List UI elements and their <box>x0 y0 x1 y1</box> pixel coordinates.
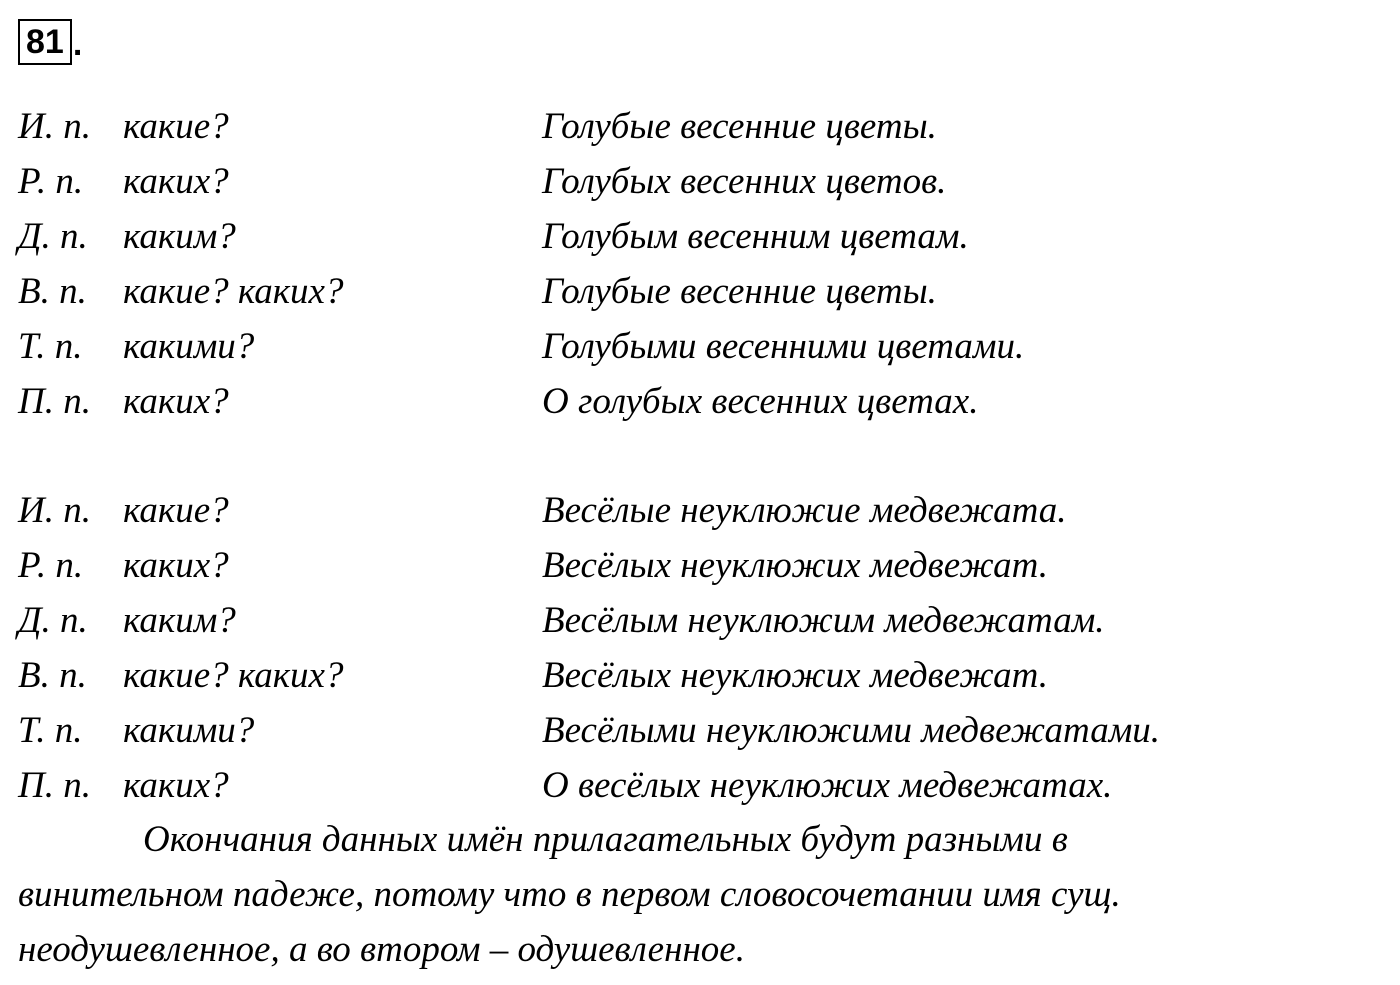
declined-phrase: Весёлым неуклюжим медвежатам. <box>542 600 1105 641</box>
declined-phrase: О весёлых неуклюжих медвежатах. <box>542 765 1113 806</box>
case-question: какие? каких? <box>123 655 344 696</box>
declension-row <box>18 264 1378 319</box>
declined-phrase: Голубым весенним цветам. <box>542 216 969 257</box>
case-question: какие? <box>123 106 229 147</box>
declined-phrase: Голубые весенние цветы. <box>542 106 937 147</box>
case-question: какие? каких? <box>123 271 344 312</box>
case-label: В. п. <box>18 271 87 312</box>
declension-row <box>18 648 1378 703</box>
declension-row <box>18 99 1378 154</box>
case-label: Т. п. <box>18 710 83 751</box>
declined-phrase: Голубые весенние цветы. <box>542 271 937 312</box>
case-question: каким? <box>123 600 236 641</box>
exercise-number-box: 81 <box>18 19 72 65</box>
declension-row <box>18 154 1378 209</box>
case-label: И. п. <box>18 106 91 147</box>
case-question: какими? <box>123 710 255 751</box>
declension-row <box>18 593 1378 648</box>
declension-row <box>18 538 1378 593</box>
case-question: каких? <box>123 765 229 806</box>
case-label: Р. п. <box>18 545 84 586</box>
declined-phrase: Голубыми весенними цветами. <box>542 326 1025 367</box>
case-question: каких? <box>123 545 229 586</box>
declined-phrase: Весёлыми неуклюжими медвежатами. <box>542 710 1161 751</box>
declined-phrase: Весёлые неуклюжие медвежата. <box>542 490 1067 531</box>
case-label: Д. п. <box>18 600 88 641</box>
declined-phrase: Голубых весенних цветов. <box>542 161 947 202</box>
conclusion-paragraph <box>18 812 1378 977</box>
declension-table-flowers <box>18 99 1378 429</box>
case-question: каких? <box>123 381 229 422</box>
case-label: Р. п. <box>18 161 84 202</box>
case-question: каких? <box>123 161 229 202</box>
case-label: В. п. <box>18 655 87 696</box>
conclusion-line: винительном падеже, потому что в первом словосочетании имя сущ. <box>18 874 1121 915</box>
declined-phrase: Весёлых неуклюжих медвежат. <box>542 545 1049 586</box>
declension-row <box>18 209 1378 264</box>
declension-row <box>18 703 1378 758</box>
case-question: какими? <box>123 326 255 367</box>
declension-row <box>18 319 1378 374</box>
declined-phrase: Весёлых неуклюжих медвежат. <box>542 655 1049 696</box>
case-label: П. п. <box>18 765 91 806</box>
declension-row <box>18 483 1378 538</box>
exercise-number-dot: . <box>72 25 83 63</box>
case-label: П. п. <box>18 381 91 422</box>
conclusion-line: Окончания данных имён прилагательных будут разными в <box>143 819 1068 860</box>
declension-table-bears <box>18 483 1378 813</box>
conclusion-line: неодушевленное, а во втором – одушевленное. <box>18 929 745 970</box>
exercise-number <box>18 19 82 65</box>
declension-row <box>18 758 1378 813</box>
case-question: каким? <box>123 216 236 257</box>
case-question: какие? <box>123 490 229 531</box>
case-label: Д. п. <box>18 216 88 257</box>
declined-phrase: О голубых весенних цветах. <box>542 381 979 422</box>
case-label: Т. п. <box>18 326 83 367</box>
case-label: И. п. <box>18 490 91 531</box>
declension-row <box>18 374 1378 429</box>
